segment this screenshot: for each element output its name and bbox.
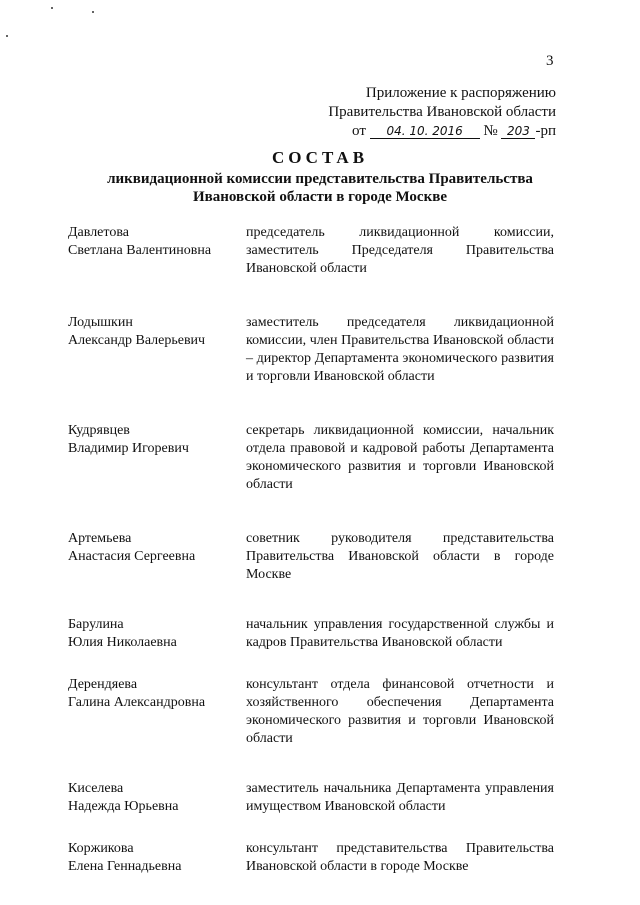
member-given-name: Владимир Игоревич <box>68 441 189 456</box>
number-suffix: -рп <box>535 123 556 139</box>
subtitle-line-1: ликвидационной комиссии представительства Правительства <box>107 171 533 187</box>
subtitle-line-2: Ивановской области в городе Москве <box>193 189 447 205</box>
member-given-name: Елена Геннадьевна <box>68 859 182 874</box>
member-role: начальник управления государственной службы и кадров Правительства Ивановской области <box>246 617 554 650</box>
member-name <box>68 314 238 350</box>
member-row <box>68 422 554 494</box>
member-name <box>68 530 238 566</box>
member-given-name: Надежда Юрьевна <box>68 799 179 814</box>
member-role: консультант отдела финансовой отчетности и хозяйственного обеспечения Департамента экономического развития и торговли Ивановской области <box>246 677 554 746</box>
handwritten-date: 04. 10. 2016 <box>370 124 480 139</box>
appendix-header <box>236 84 556 141</box>
member-name <box>68 616 238 652</box>
member-surname: Артемьева <box>68 531 132 546</box>
member-given-name: Александр Валерьевич <box>68 333 206 348</box>
from-label: от <box>352 123 366 139</box>
member-row <box>68 224 554 278</box>
member-given-name: Анастасия Сергеевна <box>68 549 196 564</box>
member-role: секретарь ликвидационной комиссии, начальник отдела правовой и кадровой работы Департамента экономического развития и торговли Ивановской области <box>246 423 554 492</box>
document-subtitle <box>60 170 580 206</box>
member-name <box>68 780 238 816</box>
member-role: председатель ликвидационной комиссии, заместитель Председателя Правительства Ивановской области <box>246 225 554 276</box>
member-given-name: Юлия Николаевна <box>68 635 177 650</box>
member-role: заместитель председателя ликвидационной комиссии, член Правительства Ивановской области – директор Департамента экономического развития и торговли Ивановской области <box>246 315 554 384</box>
member-surname: Кудрявцев <box>68 423 130 438</box>
member-surname: Давлетова <box>68 225 129 240</box>
member-row <box>68 840 554 876</box>
scan-speck <box>92 11 94 13</box>
document-title: СОСТАВ <box>271 148 369 167</box>
member-surname: Барулина <box>68 617 124 632</box>
member-row <box>68 616 554 652</box>
member-surname: Коржикова <box>68 841 134 856</box>
members-list <box>68 224 554 876</box>
scan-speck <box>51 7 53 9</box>
member-role: советник руководителя представительства Правительства Ивановской области в городе Москве <box>246 531 554 582</box>
member-row <box>68 314 554 386</box>
member-row <box>68 530 554 584</box>
member-given-name: Светлана Валентиновна <box>68 243 212 258</box>
appendix-line-3 <box>236 122 556 141</box>
member-row <box>68 780 554 816</box>
member-role: заместитель начальника Департамента управления имуществом Ивановской области <box>246 781 554 814</box>
number-label: № <box>483 123 498 139</box>
member-surname: Дерендяева <box>68 677 138 692</box>
member-surname: Лодышкин <box>68 315 133 330</box>
appendix-line-1: Приложение к распоряжению <box>365 85 556 101</box>
handwritten-number: 203 <box>501 124 535 139</box>
member-name <box>68 840 238 876</box>
page-number: 3 <box>546 53 554 69</box>
scan-speck <box>6 35 8 37</box>
member-role: консультант представительства Правительства Ивановской области в городе Москве <box>246 841 554 874</box>
member-name <box>68 676 238 712</box>
member-row <box>68 676 554 748</box>
member-name <box>68 422 238 458</box>
member-given-name: Галина Александровна <box>68 695 206 710</box>
appendix-line-2: Правительства Ивановской области <box>328 104 556 120</box>
member-name <box>68 224 238 260</box>
member-surname: Киселева <box>68 781 124 796</box>
